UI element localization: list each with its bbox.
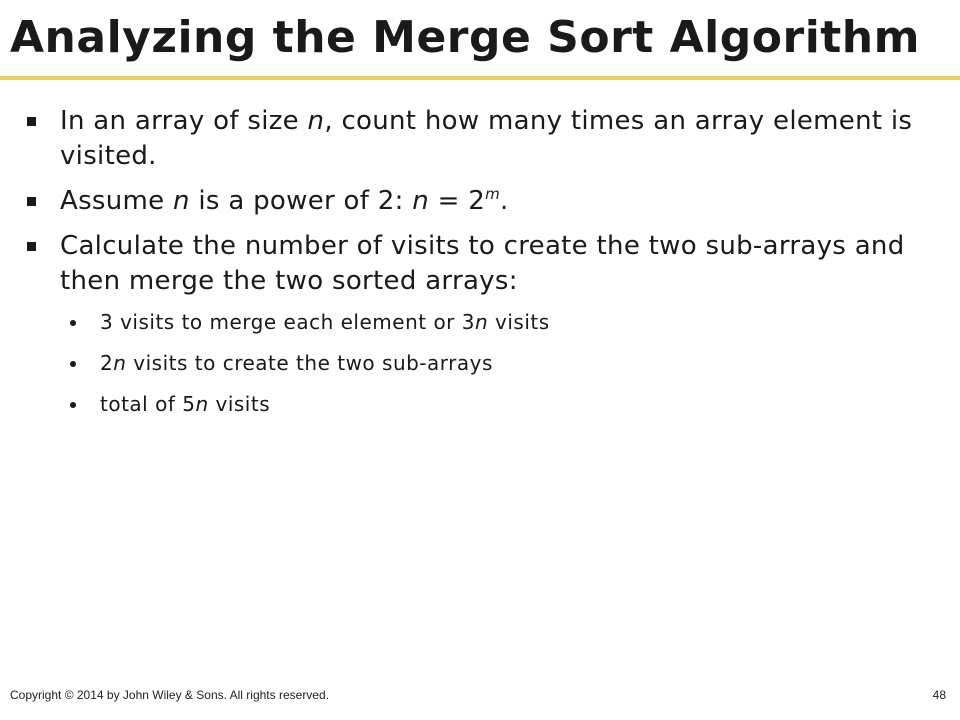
bullet-item <box>24 104 924 174</box>
page-number: 48 <box>932 688 946 702</box>
sub-bullet-item <box>24 391 924 418</box>
bullet-text: = 2 <box>429 186 486 216</box>
bullet-text: , count how many times an array element is visited. <box>60 106 913 171</box>
round-bullet-icon <box>70 361 76 367</box>
sub-bullet-text: visits to create the two sub-arrays <box>126 351 493 375</box>
sub-bullet-item <box>24 350 924 377</box>
square-bullet-icon <box>27 197 36 206</box>
bullet-text: In an array of size <box>60 106 308 136</box>
bullet-item <box>24 229 924 299</box>
sub-bullet-text: visits <box>208 392 271 416</box>
copyright-footer: Copyright © 2014 by John Wiley & Sons. All rights reserved. <box>10 688 329 702</box>
variable: n <box>173 186 190 216</box>
variable: n <box>307 106 325 136</box>
sub-bullet-item <box>24 309 924 336</box>
bullet-item <box>24 184 924 219</box>
bullet-text: is a power of 2: <box>189 186 413 216</box>
bullet-text: Calculate the number of visits to create the two sub-arrays and then merge the two sorted arrays: <box>60 231 905 296</box>
square-bullet-icon <box>27 242 36 251</box>
bullet-text: Assume <box>60 186 174 216</box>
bullet-text: . <box>500 186 509 216</box>
exponent: m <box>485 185 501 203</box>
round-bullet-icon <box>70 402 76 408</box>
bullet-list <box>24 104 924 432</box>
square-bullet-icon <box>27 117 36 126</box>
sub-bullet-text: visits <box>488 310 550 334</box>
variable: n <box>113 351 127 375</box>
variable: n <box>195 392 209 416</box>
round-bullet-icon <box>70 320 76 326</box>
title-underline <box>0 76 960 80</box>
sub-bullet-text: total of 5 <box>100 392 196 416</box>
variable: n <box>474 310 489 334</box>
sub-bullet-text: 3 visits to merge each element or 3 <box>100 310 475 334</box>
sub-bullet-text: 2 <box>100 351 114 375</box>
variable: n <box>412 186 430 216</box>
slide-title: Analyzing the Merge Sort Algorithm <box>10 12 920 63</box>
